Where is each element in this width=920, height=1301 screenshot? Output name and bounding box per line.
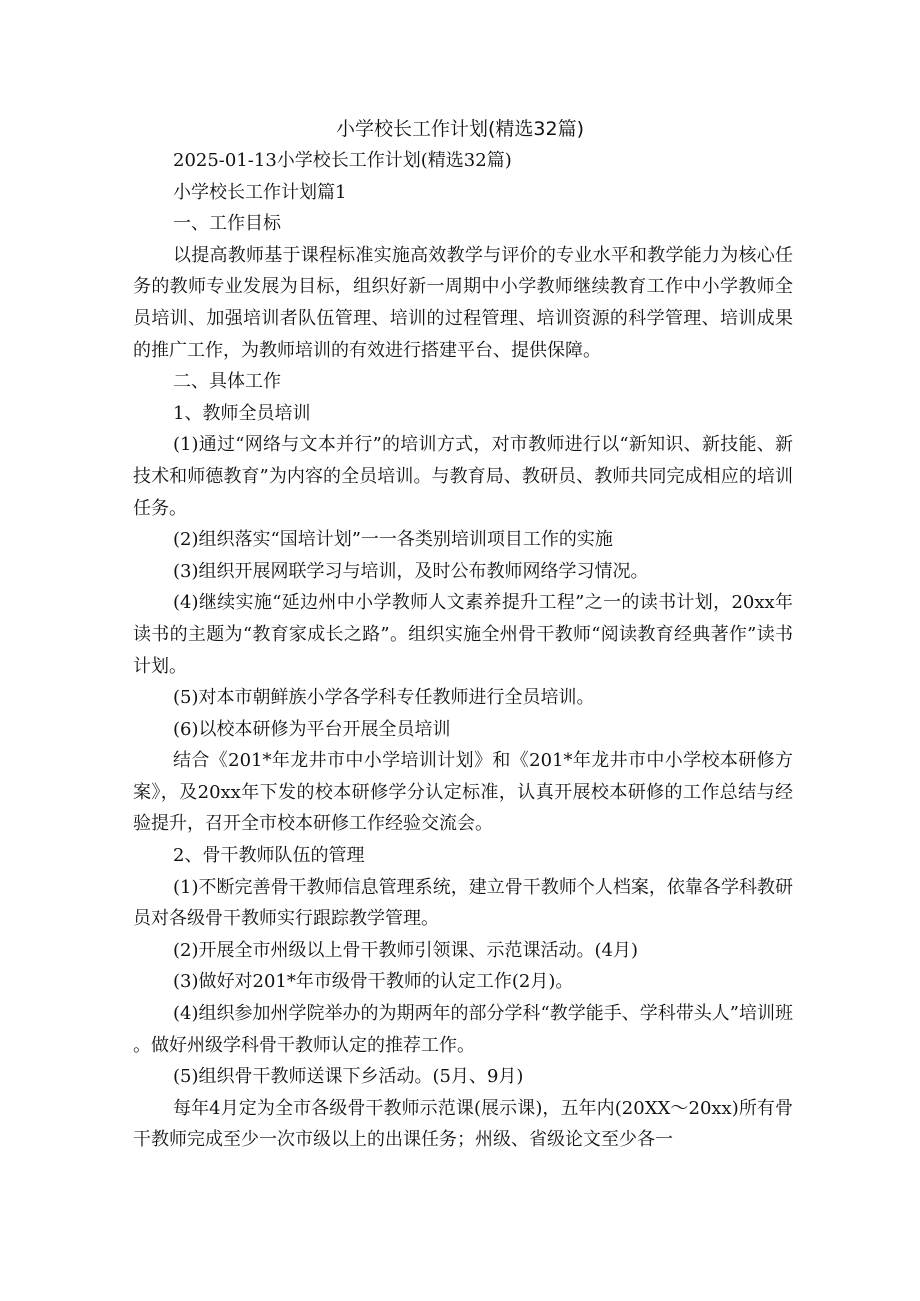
section-heading: 2、骨干教师队伍的管理 [173, 845, 365, 867]
paragraph: (1)不断完善骨干教师信息管理系统，建立骨干教师个人档案，依靠各学科教研员对各级骨干教师实行跟踪教学管理。 [133, 876, 793, 930]
section-heading: 1、教师全员培训 [173, 402, 311, 424]
paragraph: (4)组织参加州学院举办的为期两年的部分学科“教学能手、学科带头人”培训班。做好州级学科骨干教师认定的推荐工作。 [133, 1003, 793, 1056]
section-heading: 一、工作目标 [173, 213, 281, 235]
document-body [133, 145, 793, 1156]
paragraph: (5)组织骨干教师送课下乡活动。(5月、9月) [173, 1066, 524, 1088]
paragraph: 结合《201*年龙井市中小学培训计划》和《201*年龙井市中小学校本研修方案》，及20xx年下发的校本研修学分认定标准，认真开展校本研修的工作总结与经验提升，召开全市校本研修工作经验交流会。 [133, 750, 793, 835]
date-line: 2025-01-13小学校长工作计划(精选32篇) [173, 150, 512, 171]
document-title: 小学校长工作计划(精选32篇) [335, 118, 584, 140]
paragraph: (3)做好对201*年市级骨干教师的认定工作(2月)。 [173, 971, 574, 993]
paragraph: 每年4月定为全市各级骨干教师示范课(展示课)，五年内(20XX～20xx)所有骨干教师完成至少一次市级以上的出课任务；州级、省级论文至少各一 [133, 1097, 793, 1151]
paragraph: (2)组织落实“国培计划”一一各类别培训项目工作的实施 [173, 529, 613, 551]
section-heading: 小学校长工作计划篇1 [173, 181, 347, 203]
paragraph: (6)以校本研修为平台开展全员培训 [173, 718, 451, 740]
paragraph: (4)继续实施“延边州中小学教师人文素养提升工程”之一的读书计划，20xx年读书的主题为“教育家成长之路”。组织实施全州骨干教师“阅读教育经典著作”读书计划。 [133, 592, 793, 677]
paragraph: 以提高教师基于课程标准实施高效教学与评价的专业水平和教学能力为核心任务的教师专业发展为目标，组织好新一周期中小学教师继续教育工作中小学教师全员培训、加强培训者队伍管理、培训的过程管理、培训资源的科学管理、培训成果的推广工作，为教师培训的有效进行搭建平台、提供保障。 [133, 244, 793, 361]
paragraph: (1)通过“网络与文本并行”的培训方式，对市教师进行以“新知识、新技能、新技术和师德教育”为内容的全员培训。与教育局、教研员、教师共同完成相应的培训任务。 [133, 434, 793, 519]
section-heading: 二、具体工作 [173, 371, 281, 393]
paragraph: (2)开展全市州级以上骨干教师引领课、示范课活动。(4月) [173, 939, 638, 961]
paragraph: (5)对本市朝鲜族小学各学科专任教师进行全员培训。 [173, 687, 595, 709]
paragraph: (3)组织开展网联学习与培训，及时公布教师网络学习情况。 [173, 560, 649, 582]
